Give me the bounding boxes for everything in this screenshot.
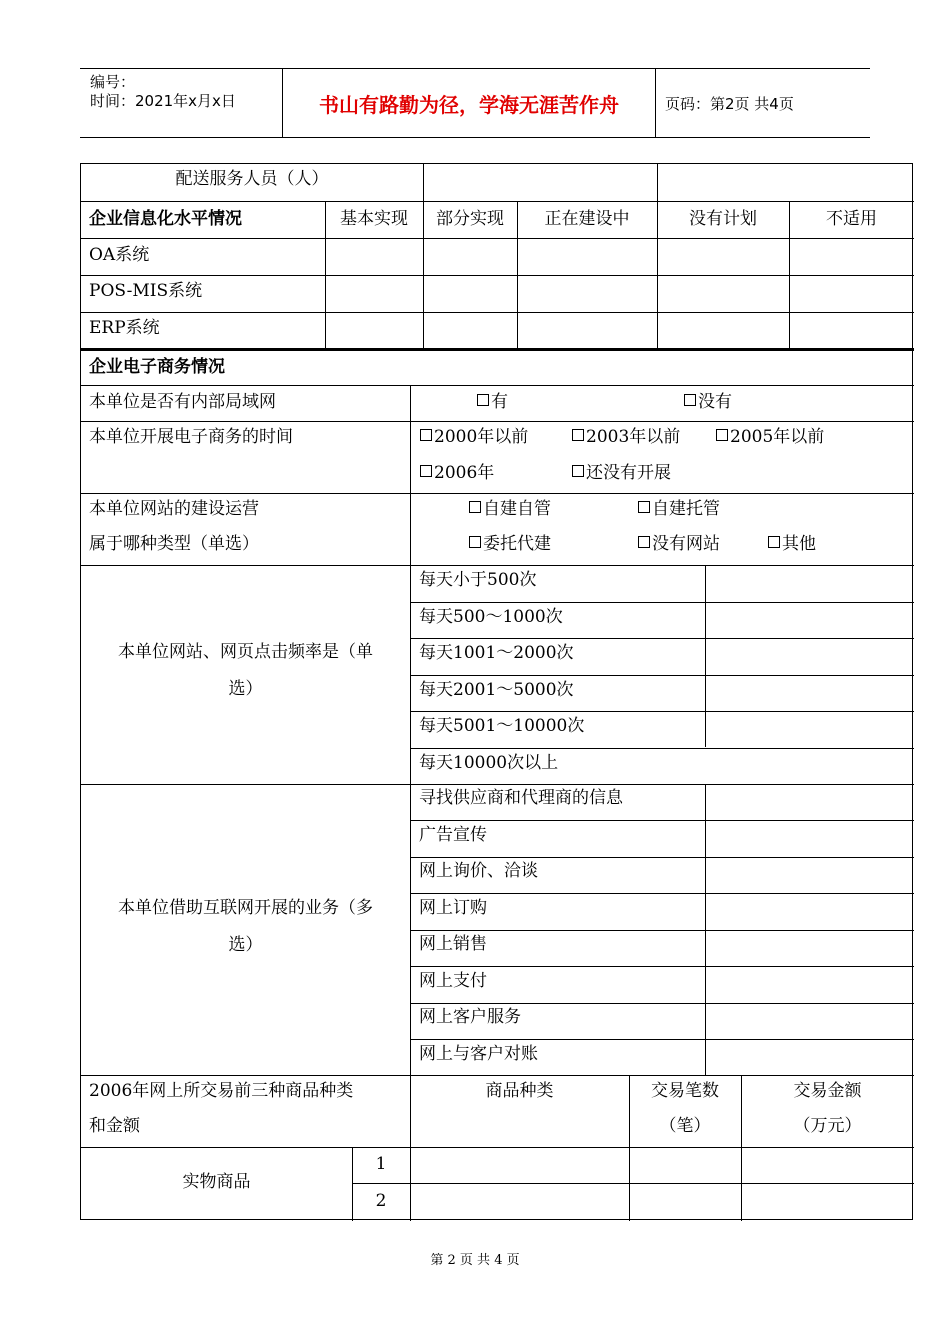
row-divider	[410, 857, 914, 858]
click-freq-option: 每天5001～10000次	[419, 716, 585, 736]
row-number: 2	[375, 1191, 387, 1211]
row-divider	[410, 966, 914, 967]
start-time-option[interactable]: 2000年以前	[420, 427, 528, 447]
page-footer: 第 2 页 共 4 页	[430, 1253, 520, 1268]
start-time-option[interactable]: 2006年	[420, 463, 494, 483]
header-page-info: 页码：第2页 共4页	[665, 95, 794, 113]
survey-form-table	[80, 163, 913, 1220]
col-in-progress: 正在建设中	[544, 209, 630, 229]
col-trade-count-unit: （笔）	[659, 1116, 711, 1136]
click-freq-option: 每天2001～5000次	[419, 680, 574, 700]
start-time-option[interactable]: 2005年以前	[716, 427, 824, 447]
top-goods-question-line2: 和金额	[89, 1116, 140, 1136]
header-motto: 书山有路勤为径，学海无涯苦作舟	[319, 93, 619, 117]
col-no-plan: 没有计划	[689, 209, 757, 229]
website-type-option[interactable]: 其他	[768, 534, 816, 554]
row-divider	[81, 1075, 914, 1076]
row-divider	[410, 711, 914, 712]
online-business-option: 网上与客户对账	[419, 1044, 538, 1064]
lan-question: 本单位是否有内部局域网	[89, 392, 276, 412]
checkbox-icon	[638, 536, 650, 548]
checkbox-icon	[768, 536, 780, 548]
checkbox-icon	[684, 394, 696, 406]
online-business-option: 网上支付	[419, 971, 487, 991]
checkbox-icon	[420, 465, 432, 477]
online-business-option: 网上客户服务	[419, 1007, 521, 1027]
col-trade-amount: 交易金额	[793, 1081, 862, 1101]
click-freq-option: 每天500～1000次	[419, 607, 563, 627]
row-divider	[410, 1039, 914, 1040]
doc-number-label: 编号：	[90, 73, 136, 91]
row-divider	[81, 493, 914, 494]
row-oa-system: OA系统	[89, 245, 150, 265]
website-type-option[interactable]: 自建托管	[638, 499, 720, 519]
row-divider	[410, 930, 914, 931]
delivery-staff-label: 配送服务人员（人）	[175, 169, 329, 189]
online-business-question-line1: 本单位借助互联网开展的业务（多	[118, 898, 373, 918]
row-divider	[81, 385, 914, 386]
physical-goods-label: 实物商品	[182, 1172, 251, 1192]
row-erp-system: ERP系统	[89, 318, 160, 338]
online-business-option: 网上询价、洽谈	[419, 861, 538, 881]
doc-date-label: 时间：2021年x月x日	[90, 92, 236, 110]
row-divider	[410, 675, 914, 676]
col-basic-done: 基本实现	[340, 209, 408, 229]
lan-option-no[interactable]: 没有	[684, 392, 732, 412]
click-freq-question-line1: 本单位网站、网页点击频率是（单	[118, 642, 373, 662]
click-freq-question-line2: 选）	[228, 679, 263, 699]
col-divider	[657, 164, 658, 201]
section-divider	[81, 348, 914, 351]
website-type-option[interactable]: 委托代建	[469, 534, 551, 554]
start-time-option[interactable]: 2003年以前	[572, 427, 680, 447]
start-time-option[interactable]: 还没有开展	[572, 463, 671, 483]
online-business-question-line2: 选）	[228, 935, 263, 955]
it-level-title: 企业信息化水平情况	[89, 209, 242, 229]
row-divider	[410, 893, 914, 894]
row-number: 1	[375, 1154, 387, 1174]
checkbox-icon	[477, 394, 489, 406]
col-trade-count: 交易笔数	[651, 1081, 719, 1101]
start-time-question: 本单位开展电子商务的时间	[89, 427, 293, 447]
header-left	[90, 73, 236, 111]
col-partial-done: 部分实现	[436, 209, 504, 229]
col-divider	[705, 784, 706, 1075]
page-header	[80, 68, 870, 138]
checkbox-icon	[420, 429, 432, 441]
website-type-option[interactable]: 没有网站	[638, 534, 720, 554]
row-divider	[410, 748, 914, 749]
online-business-option: 网上销售	[419, 934, 487, 954]
row-divider	[410, 820, 914, 821]
col-goods-kind: 商品种类	[485, 1081, 554, 1101]
row-divider	[410, 1003, 914, 1004]
row-divider	[81, 565, 914, 566]
col-trade-amount-unit: （万元）	[793, 1116, 862, 1136]
ecommerce-title: 企业电子商务情况	[89, 357, 225, 377]
checkbox-icon	[638, 501, 650, 513]
row-divider	[81, 421, 914, 422]
lan-option-yes[interactable]: 有	[477, 392, 508, 412]
click-freq-option: 每天1001～2000次	[419, 643, 574, 663]
row-divider	[352, 1183, 914, 1184]
checkbox-icon	[469, 536, 481, 548]
website-type-question-line1: 本单位网站的建设运营	[89, 499, 259, 519]
click-freq-option: 每天10000次以上	[419, 753, 559, 773]
col-divider	[423, 164, 424, 201]
online-business-option: 网上订购	[419, 898, 487, 918]
row-divider	[81, 784, 914, 785]
top-goods-question-line1: 2006年网上所交易前三种商品种类	[89, 1081, 354, 1101]
online-business-option: 寻找供应商和代理商的信息	[419, 788, 623, 808]
header-divider	[655, 69, 656, 137]
row-divider	[81, 1147, 914, 1148]
checkbox-icon	[572, 465, 584, 477]
checkbox-icon	[469, 501, 481, 513]
checkbox-icon	[716, 429, 728, 441]
website-type-option[interactable]: 自建自管	[469, 499, 551, 519]
click-freq-option: 每天小于500次	[419, 570, 537, 590]
col-divider	[705, 565, 706, 747]
row-divider	[410, 602, 914, 603]
row-divider	[410, 638, 914, 639]
online-business-option: 广告宣传	[419, 825, 487, 845]
website-type-question-line2: 属于哪种类型（单选）	[89, 534, 259, 554]
row-pos-mis-system: POS-MIS系统	[89, 281, 203, 301]
checkbox-icon	[572, 429, 584, 441]
col-not-applicable: 不适用	[826, 209, 877, 229]
